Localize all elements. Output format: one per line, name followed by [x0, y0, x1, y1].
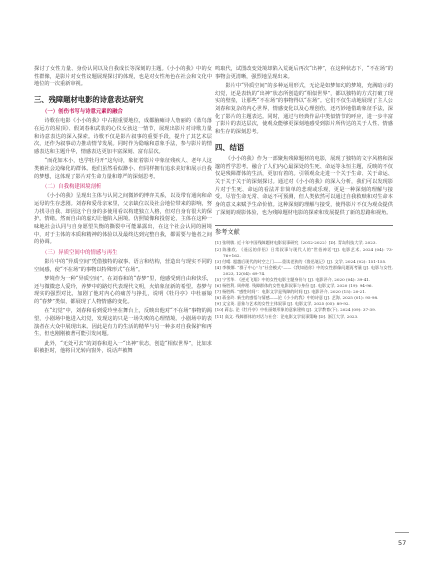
reference-item: [6] 杨胜利, 周仲理. 残障群体的女性电影叙事与身份 [J]. 电影文学, 2020 (19): 94-96. [215, 283, 373, 289]
paragraph: 影片中的“异质空间”凭借独特的叙事、语言和结构，营造出与现实不同的空间感，使“不在场”的事物以特殊形式“在场”。 [34, 259, 212, 273]
page-number-rule [395, 532, 409, 533]
references-list [215, 240, 393, 319]
subsection-heading-3: （三）异质空间中的情感与再生 [42, 250, 118, 257]
paragraph: “而花如木小，也学牡丹开”这句诗，象征着影片中象征残疾人、老年人这类被社会边缘化的群体。他们虽然看似渺小、但同样拥有追求美好和展示自我的梦想，这体现了影片对生命力量和尊严的深刻思考。 [34, 158, 212, 180]
paragraph: 影片中“异质空间”的多种运用形式，无论是如梦如幻的梦境，充满暗示的幻觉，还是表轨的“出神”状态所创造的“相似世界”，都以独特的方式打破了现实的壁垒，让那些“不在场”的事物得以“在场”。它们不仅生动地展现了主人公刘春和复杂的内心世界，情感变化以及心理创伤，还巧妙地借助象征手法，深化了影片的主题表达。同时，通过与经典作品中类似情节的呼应，进一步丰富了影片的表达层次，使观众能够更深刻地感受到影片所传达的关于人性、情感和生存的深刻思考。 [215, 82, 393, 136]
reference-item: [9] 文宝英. 意象与艺术的女性主体叙事 [J]. 电影文学, 2025 (05): 89-92. [215, 301, 350, 307]
paragraph: 《小小的我》呈现出主体与认同之间微妙的博弈关系，以及带有通向和命运母的生存悲剧。刘春和爱母亲家里，父亲缺位以及社会地位带来的影响，努力找寻自我、却因这个自身的多使用看以构建独立人格，但对自身有很大的保护。情绪。然而自由的虚幻让他陷入困境。仿照镜像和投射论，主体在这种一味地社会认同与自身愿望失衡的撕裂中可能暴露出，在这个社会认同的困境中，对于主体的本质和精神的体验以及最终达到完整自我，都需要与他者之间的协调。 [34, 193, 212, 246]
paragraph: 在“幻觉”中，刘春和看到爱玲坐在舞台上，反映出他对“不在场”事物的渴望，小剧场中他进入幻觉，发现这的只是一场失败的心理情境。小剧场中的表演者在大众中展现出来。因此是有力的生活的精华与另一种多对自我保护和再生，但也刚刚被著可能引发问题。 [34, 308, 212, 338]
reference-item: [1] 张明敏. 近十年中国残障题材电影叙事研究（2012-2022）[D]. 青岛科技大学, 2023. [215, 240, 377, 246]
reference-item: [2] 陈雅欣, 《遥远的伴侣》日常叙事与现代人的“世俗神话”[J]. 电影艺术, 2024 (04): 73-76+162. [215, 246, 393, 258]
right-column [215, 66, 393, 320]
reference-item: [3] 付晴. 超越后现代的时空之门——重读老狄的《鲁迅笔记》[J]. 文学, 2024 (02): 151-155. [215, 258, 387, 264]
reference-item: [8] 蒋金玲. 新生的感悟与情感——论《小小的我》中的诗意 [J]. 艺海, 2025 (01): 95-98. [215, 295, 379, 301]
paragraph: 《小小的我》作为一部聚焦残障题材的电影，展现了独特的文字风格和深邃的哲学思考。融合了人们内心最深处的生死、命运等永恒主题，反映的不仅仅是残障群体的生活，更加有着的。引领观众走进一个关于生命、关于命运、关于关于关于的深刻探讨。通过对《小小的我》的深入分析，我们可以发现影片对于生死、命运的看法并非简单的悲观或乐观，更是一种深刻的理解与接受。尽管生命无常、命运不可预测，但人类依然可以通过自我救赎和对生命本身的意义来赋予生命价值。这种深刻的理解与接受，使得影片不仅为观众提供了深刻的观影体验，也为残障题材电影的探索和发展提供了新的思路和视角。 [215, 155, 393, 216]
page-number: 57 [398, 539, 407, 547]
paragraph: 诗歌在电影《小小的我》中占据重要地位，成都脑瘫诗人詹丽的《蓝鸟落在远方的屋顶》、假刘春和武装的心仪女孩这一情节，展现出影片对诗歌力量和诗意表达的深入探索。诗歌不仅是影片叙事的重要手段，提升了其艺术层次，还作为叙事动力推动情节发展。同时作为隐喻和意象手法，参与影片的情感表达和主题升华，情感表达更加丰富深刻、富有层次。 [34, 118, 212, 155]
reference-item: [11] 高文. 残障群体的对话与社会：论电影文学叙事策略 [D]. 浙江大学, 2023. [215, 313, 359, 319]
paragraph: 鸣取代，试图改变处境却陷入荒诞后再次“出神”，在这种状态下，“不在场”的事物会更清晰，强烈地呈现出来。 [215, 66, 393, 80]
section-heading-4: 四、结语 [215, 142, 245, 152]
subsection-heading-1: （一）创伤书写与诗意元素的融合 [42, 109, 123, 116]
references-divider [215, 225, 393, 226]
reference-item: [4] 李敏娜. “群子中心”与“社会模式”——《我知道你》中的女性群像问题再考量 [J]. 电影与女性, 2023, 12(04): 69-74. [215, 264, 393, 276]
references-title: 参考文献 [215, 229, 240, 237]
left-column [34, 66, 212, 358]
subsection-heading-2: （二）自我构建困境剖析 [42, 184, 102, 191]
paragraph: 此外，“无处可去”的刘春和进入一“出神”状态，创造“相似世界”，比如求职被拒时，他将目光转向窗外，说话声被舞 [34, 340, 212, 355]
section-heading-3: 三、残障题材电影的诗意表达研究 [34, 95, 144, 105]
reference-item: [5] 宁雪华. 《逆光飞翔》中的女性电影主题身份与 [J]. 电影评介, 2020 (04): 39-41. [215, 277, 371, 283]
paragraph: 梦境作为一种“异质空间”，在刘春和的“春梦”里，他感受到自由和快乐，还与微微恋人爱玲，养梦中的路灯代表现代文明，火焰象征新的希望。春梦与现实的强烈对比，加剧了他对内心的痛苦与挣扎，说明《牡丹亭》中杜丽娘的“春梦”类似，都展现了人物情感的变化。 [34, 276, 212, 306]
reference-item: [7] 杨胜辉. “感性时间”：电影文学是残障的时间 [J]. 电影评介, 2020 (15): 20-21. [215, 289, 367, 295]
paragraph: 探讨了女性力量、身份认同以及自我成长等深刻的主题。《小小的我》中的女性群像，是影片对女性议题展现探讨的体现，也是对女性角色在社会和文化中地位的一次重新审视。 [34, 66, 212, 88]
reference-item: [10] 蒋志, 论《牡丹亭》中杜丽娘形象的意象建构 [J]. 文学教育(下), 2024 (09): 37-39. [215, 307, 376, 313]
